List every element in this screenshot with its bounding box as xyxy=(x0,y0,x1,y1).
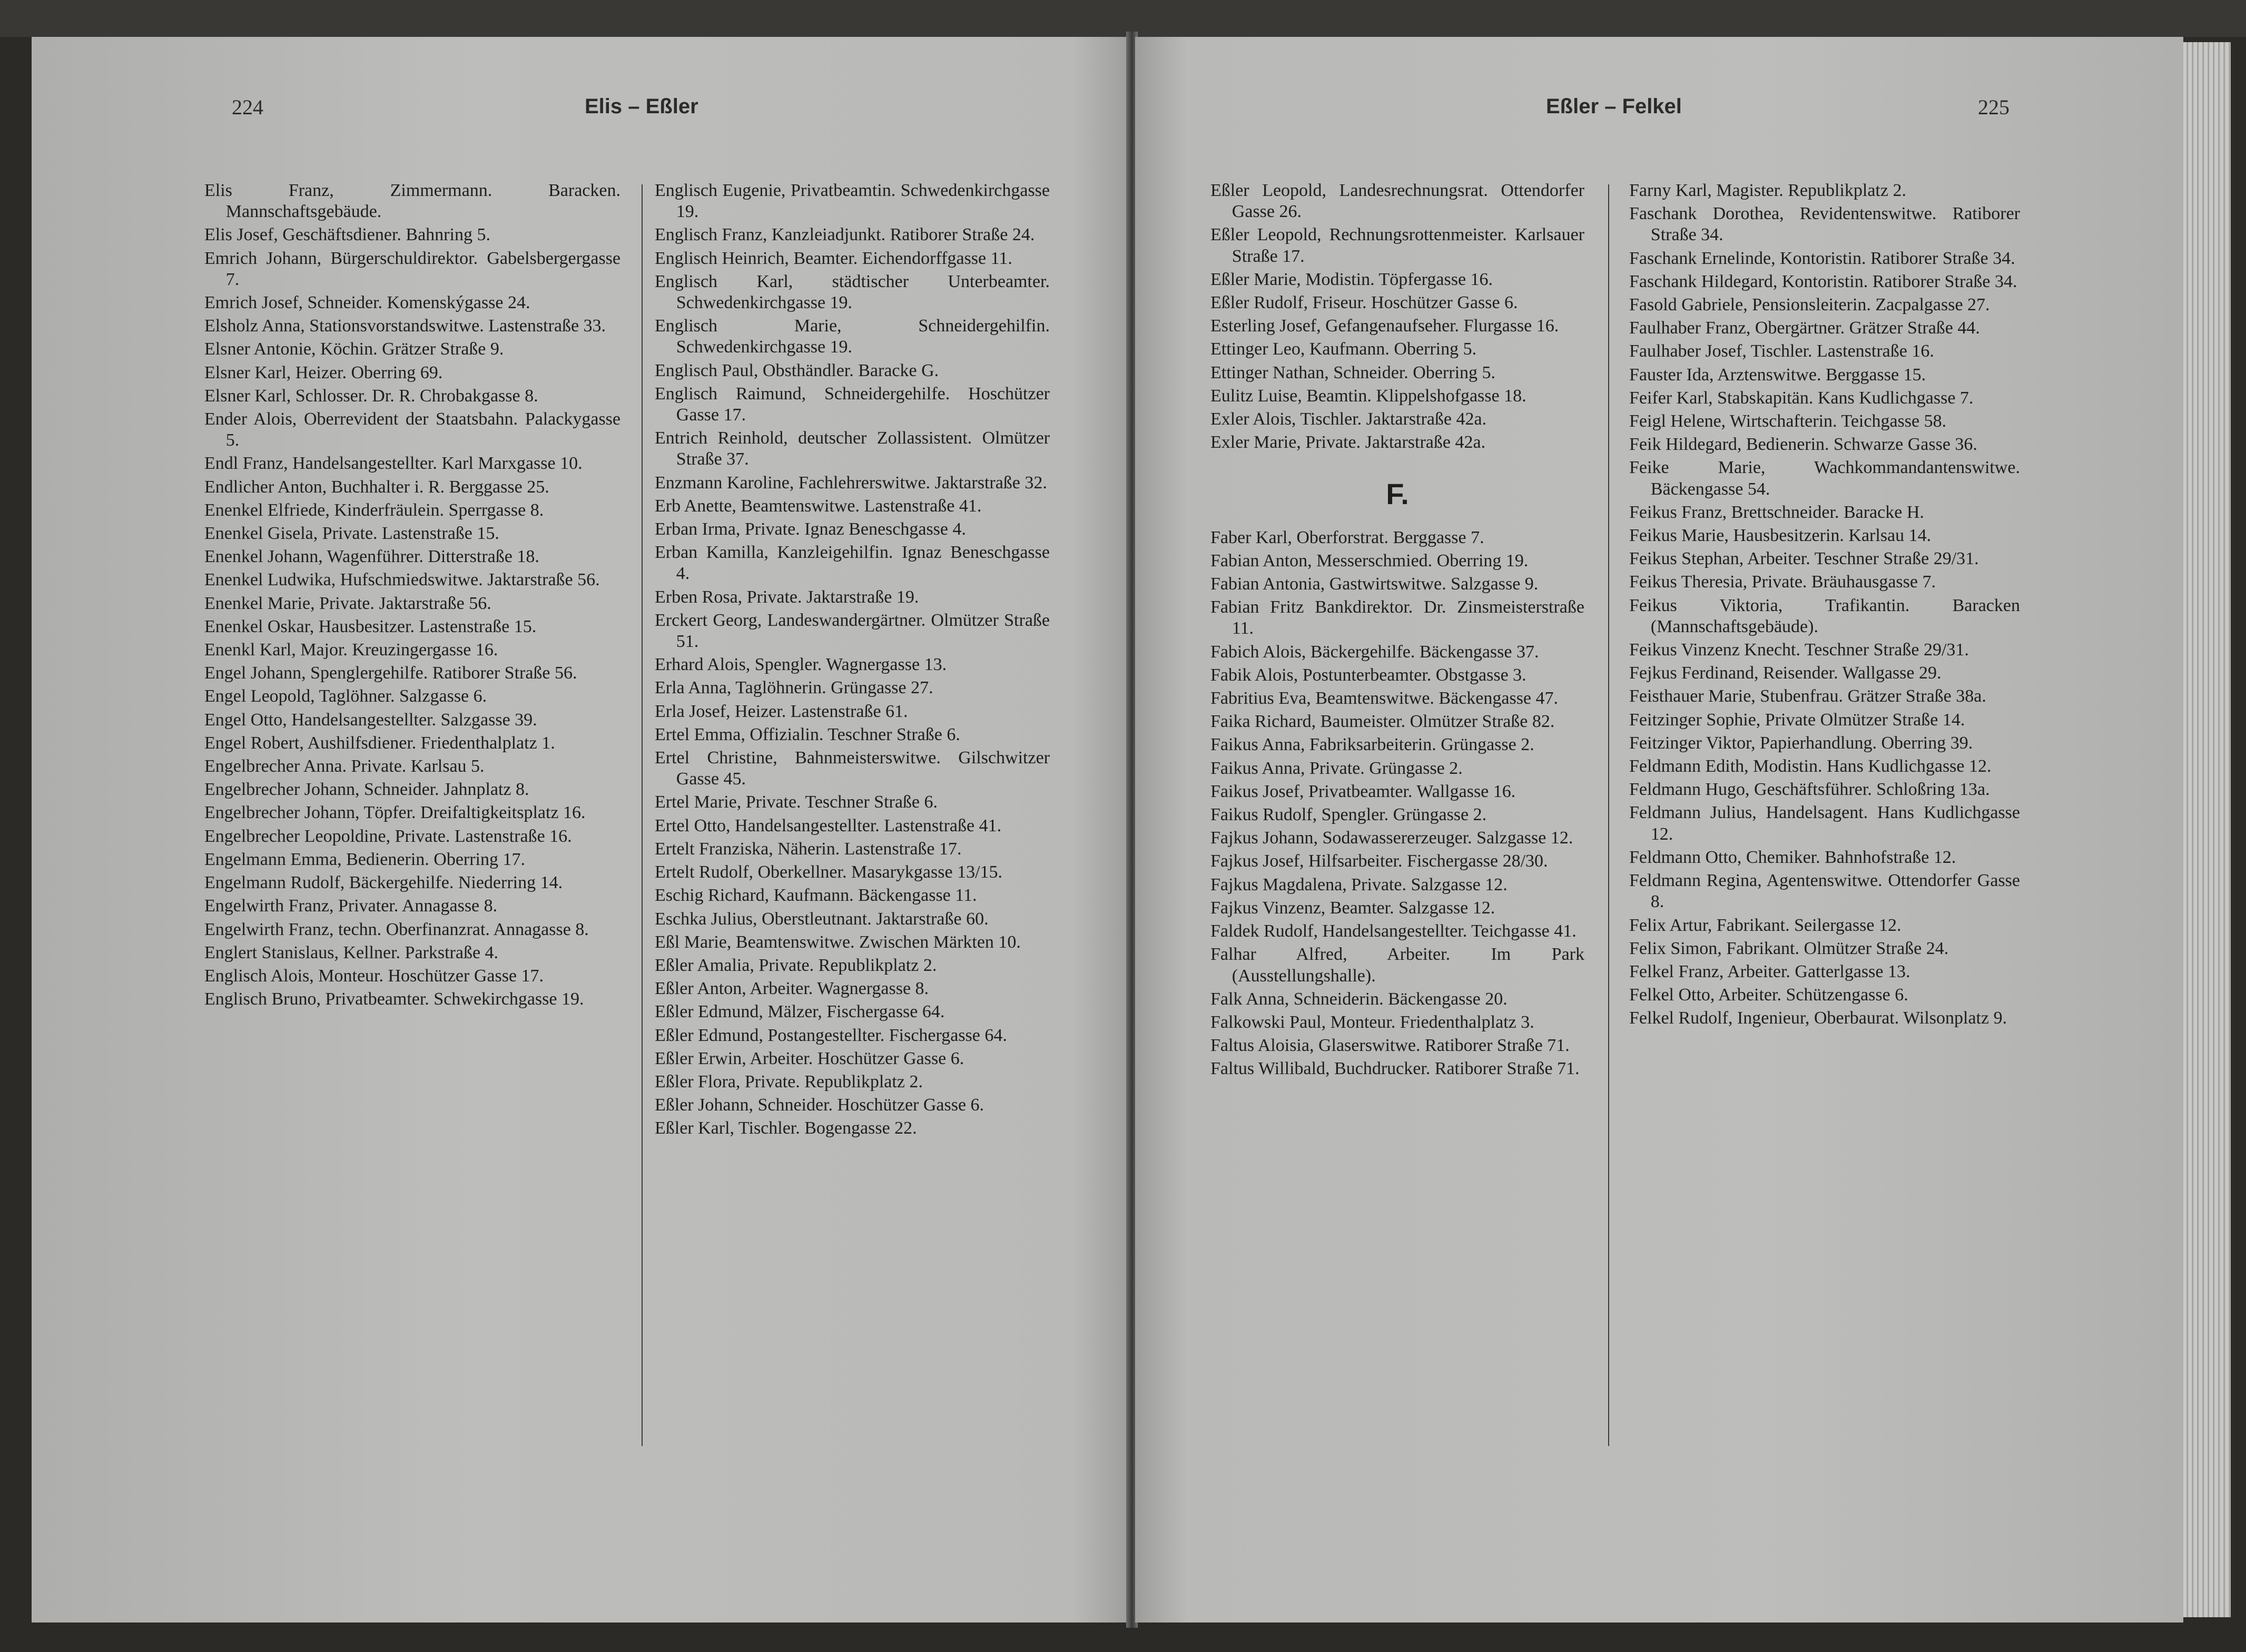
directory-entry: Elis Franz, Zimmermann. Baracken. Mannschaftsgebäude. xyxy=(204,181,620,222)
directory-entry: Englisch Heinrich, Beamter. Eichendorffgasse 11. xyxy=(655,248,1012,268)
directory-entry: Feike Marie, Wachkommandantenswitwe. Bäckengasse 54. xyxy=(1629,458,2020,499)
directory-entry: Englisch Raimund, Schneidergehilfe. Hoschützer Gasse 17. xyxy=(655,384,1050,425)
directory-entry: Feitzinger Sophie, Private Olmützer Straße 14. xyxy=(1629,710,1965,730)
right-running-header: Eßler – Felkel xyxy=(1546,95,1682,118)
directory-entry: Eulitz Luise, Beamtin. Klippelshofgasse 18. xyxy=(1210,386,1526,406)
directory-entry: Engelbrecher Anna. Private. Karlsau 5. xyxy=(204,756,485,776)
directory-entry: Eßler Johann, Schneider. Hoschützer Gasse 6. xyxy=(655,1095,984,1115)
directory-entry: Felkel Otto, Arbeiter. Schützengasse 6. xyxy=(1629,985,1908,1005)
directory-entry: Ertelt Franziska, Näherin. Lastenstraße 17. xyxy=(655,839,962,859)
directory-entry: Fabich Alois, Bäckergehilfe. Bäckengasse 37. xyxy=(1210,642,1539,662)
directory-entry: Enzmann Karoline, Fachlehrerswitwe. Jaktarstraße 32. xyxy=(655,473,1047,493)
directory-entry: Eßl Marie, Beamtenswitwe. Zwischen Märkten 10. xyxy=(655,932,1021,952)
directory-entry: Faldek Rudolf, Handelsangestellter. Teichgasse 41. xyxy=(1210,921,1577,941)
directory-entry: Erban Irma, Private. Ignaz Beneschgasse 4. xyxy=(655,519,966,539)
directory-entry: Falk Anna, Schneiderin. Bäckengasse 20. xyxy=(1210,989,1508,1009)
left-running-header: Elis – Eßler xyxy=(585,95,698,118)
directory-entry: Feldmann Regina, Agentenswitwe. Ottendorfer Gasse 8. xyxy=(1629,871,2020,912)
directory-entry: Endlicher Anton, Buchhalter i. R. Berggasse 25. xyxy=(204,477,549,497)
directory-entry: Erla Josef, Heizer. Lastenstraße 61. xyxy=(655,701,908,721)
directory-entry: Elsner Antonie, Köchin. Grätzer Straße 9. xyxy=(204,339,504,359)
directory-entry: Fajkus Vinzenz, Beamter. Salzgasse 12. xyxy=(1210,898,1495,918)
directory-entry: Elsner Karl, Schlosser. Dr. R. Chrobakgasse 8. xyxy=(204,386,538,406)
left-page-number: 224 xyxy=(232,95,263,119)
directory-entry: Esterling Josef, Gefangenaufseher. Flurgasse 16. xyxy=(1210,316,1559,336)
directory-entry: Enenkel Ludwika, Hufschmiedswitwe. Jaktarstraße 56. xyxy=(204,570,600,590)
directory-entry: Felix Simon, Fabrikant. Olmützer Straße 24. xyxy=(1629,938,1949,958)
directory-entry: Eschig Richard, Kaufmann. Bäckengasse 11. xyxy=(655,886,977,906)
directory-entry: Fabian Antonia, Gastwirtswitwe. Salzgasse 9. xyxy=(1210,574,1539,594)
directory-entry: Feldmann Otto, Chemiker. Bahnhofstraße 12. xyxy=(1629,847,1956,867)
column-rule-left xyxy=(642,184,643,1446)
directory-entry: Ettinger Nathan, Schneider. Oberring 5. xyxy=(1210,362,1496,382)
directory-entry: Faikus Josef, Privatbeamter. Wallgasse 16. xyxy=(1210,781,1516,801)
directory-entry: Eschka Julius, Oberstleutnant. Jaktarstraße 60. xyxy=(655,909,989,929)
directory-entry: Faschank Hildegard, Kontoristin. Ratiborer Straße 34. xyxy=(1629,271,2017,291)
directory-entry: Enenkel Oskar, Hausbesitzer. Lastenstraße 15. xyxy=(204,616,537,636)
directory-entry: Feikus Theresia, Private. Bräuhausgasse 7. xyxy=(1629,572,1936,592)
directory-entry: Elsholz Anna, Stationsvorstandswitwe. Lastenstraße 33. xyxy=(204,316,606,336)
directory-entry: Englisch Alois, Monteur. Hoschützer Gasse 17. xyxy=(204,966,544,986)
directory-entry: Faika Richard, Baumeister. Olmützer Straße 82. xyxy=(1210,712,1555,732)
directory-entry: Fajkus Magdalena, Private. Salzgasse 12. xyxy=(1210,874,1508,894)
left-column-2 xyxy=(655,180,1050,1142)
directory-entry: Erckert Georg, Landeswandergärtner. Olmützer Straße 51. xyxy=(655,610,1050,652)
directory-entry: Feik Hildegard, Bedienerin. Schwarze Gasse 36. xyxy=(1629,435,1977,455)
directory-entry: Engelbrecher Johann, Schneider. Jahnplatz 8. xyxy=(204,780,529,800)
directory-entry: Fauster Ida, Arztenswitwe. Berggasse 15. xyxy=(1629,365,1926,385)
directory-entry: Feikus Viktoria, Trafikantin. Baracken (Mannschaftsgebäude). xyxy=(1629,595,2020,636)
directory-entry: Englisch Paul, Obsthändler. Baracke G. xyxy=(655,360,939,380)
directory-entry: Endl Franz, Handelsangestellter. Karl Marxgasse 10. xyxy=(204,454,583,474)
directory-entry: Englisch Bruno, Privatbeamter. Schwekirchgasse 19. xyxy=(204,989,584,1009)
directory-entry: Feikus Marie, Hausbesitzerin. Karlsau 14. xyxy=(1629,526,1932,546)
directory-entry: Faschank Ernelinde, Kontoristin. Ratiborer Straße 34. xyxy=(1629,248,2015,268)
directory-entry: Falhar Alfred, Arbeiter. Im Park (Ausstellungshalle). xyxy=(1210,945,1584,986)
directory-entry: Faikus Anna, Private. Grüngasse 2. xyxy=(1210,758,1463,778)
directory-entry: Ertel Christine, Bahnmeisterswitwe. Gilschwitzer Gasse 45. xyxy=(655,748,1050,789)
directory-entry: Eßler Edmund, Postangestellter. Fischergasse 64. xyxy=(655,1025,1007,1045)
page-edges xyxy=(2183,42,2231,1617)
directory-entry: Erhard Alois, Spengler. Wagnergasse 13. xyxy=(655,655,947,675)
directory-entry: Fejkus Ferdinand, Reisender. Wallgasse 29. xyxy=(1629,663,1942,683)
directory-entry: Entrich Reinhold, deutscher Zollassistent. Olmützer Straße 37. xyxy=(655,428,1050,469)
directory-entry: Feikus Vinzenz Knecht. Teschner Straße 29/31. xyxy=(1629,640,1969,660)
directory-entry: Feldmann Edith, Modistin. Hans Kudlichgasse 12. xyxy=(1629,756,1992,776)
right-page-number: 225 xyxy=(1978,95,2009,119)
right-column-2 xyxy=(1629,180,2020,1031)
directory-entry: Faltus Aloisia, Glaserswitwe. Ratiborer Straße 71. xyxy=(1210,1036,1570,1056)
directory-entry: Eßler Amalia, Private. Republikplatz 2. xyxy=(655,955,937,975)
directory-entry: Fajkus Josef, Hilfsarbeiter. Fischergasse 28/30. xyxy=(1210,851,1548,871)
directory-entry: Englisch Franz, Kanzleiadjunkt. Ratiborer Straße 24. xyxy=(655,225,1035,245)
directory-entry: Faikus Rudolf, Spengler. Grüngasse 2. xyxy=(1210,805,1487,825)
directory-entry: Faber Karl, Oberforstrat. Berggasse 7. xyxy=(1210,527,1484,547)
directory-entry: Feifer Karl, Stabskapitän. Kans Kudlichgasse 7. xyxy=(1629,388,1974,408)
directory-entry: Engelmann Emma, Bedienerin. Oberring 17. xyxy=(204,849,525,869)
directory-entry: Engelwirth Franz, Privater. Annagasse 8. xyxy=(204,896,498,916)
directory-entry: Fajkus Johann, Sodawassererzeuger. Salzgasse 12. xyxy=(1210,828,1573,848)
directory-entry: Eßler Erwin, Arbeiter. Hoschützer Gasse 6. xyxy=(655,1048,964,1068)
directory-entry: Ender Alois, Oberrevident der Staatsbahn. Palackygasse 5. xyxy=(204,409,620,450)
directory-entry: Engel Johann, Spenglergehilfe. Ratiborer Straße 56. xyxy=(204,663,577,683)
directory-entry: Erb Anette, Beamtenswitwe. Lastenstraße 41. xyxy=(655,496,982,516)
section-letter-heading: F. xyxy=(1386,477,1409,511)
directory-entry: Fasold Gabriele, Pensionsleiterin. Zacpalgasse 27. xyxy=(1629,295,1990,315)
directory-entry: Engel Otto, Handelsangestellter. Salzgasse 39. xyxy=(204,710,537,730)
directory-entry: Felix Artur, Fabrikant. Seilergasse 12. xyxy=(1629,915,1902,935)
directory-entry: Engel Leopold, Taglöhner. Salzgasse 6. xyxy=(204,686,487,706)
directory-entry: Ertel Otto, Handelsangestellter. Lastenstraße 41. xyxy=(655,815,1002,835)
directory-entry: Farny Karl, Magister. Republikplatz 2. xyxy=(1629,181,1906,200)
directory-entry: Felkel Rudolf, Ingenieur, Oberbaurat. Wilsonplatz 9. xyxy=(1629,1008,2007,1028)
directory-entry: Fabritius Eva, Beamtenswitwe. Bäckengasse 47. xyxy=(1210,689,1559,709)
directory-entry: Feitzinger Viktor, Papierhandlung. Oberring 39. xyxy=(1629,733,1973,753)
directory-entry: Engelbrecher Leopoldine, Private. Lastenstraße 16. xyxy=(204,826,572,846)
directory-entry: Feldmann Julius, Handelsagent. Hans Kudlichgasse 12. xyxy=(1629,803,2020,844)
directory-entry: Fabik Alois, Postunterbeamter. Obstgasse 3. xyxy=(1210,665,1526,685)
directory-entry: Englert Stanislaus, Kellner. Parkstraße 4. xyxy=(204,942,499,962)
directory-entry: Englisch Marie, Schneidergehilfin. Schwedenkirchgasse 19. xyxy=(655,316,1050,357)
directory-entry: Enenkl Karl, Major. Kreuzingergasse 16. xyxy=(204,640,498,660)
directory-entry: Enenkel Johann, Wagenführer. Ditterstraße 18. xyxy=(204,547,539,567)
directory-entry: Emrich Johann, Bürgerschuldirektor. Gabelsbergergasse 7. xyxy=(204,248,620,289)
directory-entry: Feigl Helene, Wirtschafterin. Teichgasse 58. xyxy=(1629,411,1947,431)
directory-entry: Eßler Anton, Arbeiter. Wagnergasse 8. xyxy=(655,979,929,999)
directory-entry: Eßler Karl, Tischler. Bogengasse 22. xyxy=(655,1118,917,1138)
directory-entry: Exler Alois, Tischler. Jaktarstraße 42a. xyxy=(1210,409,1487,429)
directory-entry: Erla Anna, Taglöhnerin. Grüngasse 27. xyxy=(655,678,933,698)
directory-entry: Faulhaber Franz, Obergärtner. Grätzer Straße 44. xyxy=(1629,318,1980,338)
directory-entry: Faschank Dorothea, Revidentenswitwe. Ratiborer Straße 34. xyxy=(1629,204,2020,245)
directory-entry: Ettinger Leo, Kaufmann. Oberring 5. xyxy=(1210,339,1477,359)
directory-entry: Erben Rosa, Private. Jaktarstraße 19. xyxy=(655,587,919,607)
directory-entry: Eßler Leopold, Landesrechnungsrat. Ottendorfer Gasse 26. xyxy=(1210,181,1584,222)
directory-entry: Eßler Marie, Modistin. Töpfergasse 16. xyxy=(1210,269,1493,289)
directory-entry: Enenkel Gisela, Private. Lastenstraße 15. xyxy=(204,524,499,544)
directory-entry: Feisthauer Marie, Stubenfrau. Grätzer Straße 38a. xyxy=(1629,686,1986,706)
right-column-1 xyxy=(1210,180,1584,1082)
directory-entry: Eßler Rudolf, Friseur. Hoschützer Gasse 6. xyxy=(1210,293,1518,313)
directory-entry: Eßler Leopold, Rechnungsrottenmeister. Karlsauer Straße 17. xyxy=(1210,225,1584,266)
directory-entry: Faikus Anna, Fabriksarbeiterin. Grüngasse 2. xyxy=(1210,735,1534,755)
directory-entry: Engelwirth Franz, techn. Oberfinanzrat. Annagasse 8. xyxy=(204,919,589,939)
directory-entry: Exler Marie, Private. Jaktarstraße 42a. xyxy=(1210,432,1486,453)
directory-entry: Feikus Franz, Brettschneider. Baracke H. xyxy=(1629,502,1924,522)
directory-entry: Engelmann Rudolf, Bäckergehilfe. Niederring 14. xyxy=(204,873,563,893)
directory-entry: Eßler Flora, Private. Republikplatz 2. xyxy=(655,1071,923,1092)
directory-entry: Fabian Anton, Messerschmied. Oberring 19. xyxy=(1210,550,1529,571)
directory-entry: Felkel Franz, Arbeiter. Gatterlgasse 13. xyxy=(1629,961,1910,981)
directory-entry: Elsner Karl, Heizer. Oberring 69. xyxy=(204,362,443,382)
left-column-1 xyxy=(204,180,620,1012)
directory-entry: Feikus Stephan, Arbeiter. Teschner Straße 29/31. xyxy=(1629,549,1979,569)
directory-entry: Faltus Willibald, Buchdrucker. Ratiborer Straße 71. xyxy=(1210,1059,1580,1079)
directory-entry: Ertelt Rudolf, Oberkellner. Masarykgasse 13/15. xyxy=(655,862,1003,882)
directory-entry: Enenkel Elfriede, Kinderfräulein. Sperrgasse 8. xyxy=(204,500,544,520)
directory-entry: Englisch Eugenie, Privatbeamtin. Schwedenkirchgasse 19. xyxy=(655,181,1050,222)
directory-entry: Emrich Josef, Schneider. Komenskýgasse 24. xyxy=(204,293,530,313)
directory-entry: Enenkel Marie, Private. Jaktarstraße 56. xyxy=(204,593,491,613)
column-rule-right xyxy=(1608,184,1609,1446)
directory-entry: Engel Robert, Aushilfsdiener. Friedenthalplatz 1. xyxy=(204,733,555,753)
directory-entry: Engelbrecher Johann, Töpfer. Dreifaltigkeitsplatz 16. xyxy=(204,803,586,823)
directory-entry: Englisch Karl, städtischer Unterbeamter. Schwedenkirchgasse 19. xyxy=(655,271,1050,313)
directory-entry: Faulhaber Josef, Tischler. Lastenstraße 16. xyxy=(1629,341,1934,361)
directory-entry: Feldmann Hugo, Geschäftsführer. Schloßring 13a. xyxy=(1629,780,1990,800)
directory-entry: Falkowski Paul, Monteur. Friedenthalplatz 3. xyxy=(1210,1012,1534,1032)
directory-entry: Eßler Edmund, Mälzer, Fischergasse 64. xyxy=(655,1002,945,1022)
directory-entry: Elis Josef, Geschäftsdiener. Bahnring 5. xyxy=(204,225,490,245)
scan-background-top xyxy=(0,0,2246,37)
directory-entry: Ertel Marie, Private. Teschner Straße 6. xyxy=(655,792,938,812)
directory-entry: Erban Kamilla, Kanzleigehilfin. Ignaz Beneschgasse 4. xyxy=(655,543,1050,584)
directory-entry: Fabian Fritz Bankdirektor. Dr. Zinsmeisterstraße 11. xyxy=(1210,597,1584,638)
directory-entry: Ertel Emma, Offizialin. Teschner Straße 6. xyxy=(655,724,960,744)
